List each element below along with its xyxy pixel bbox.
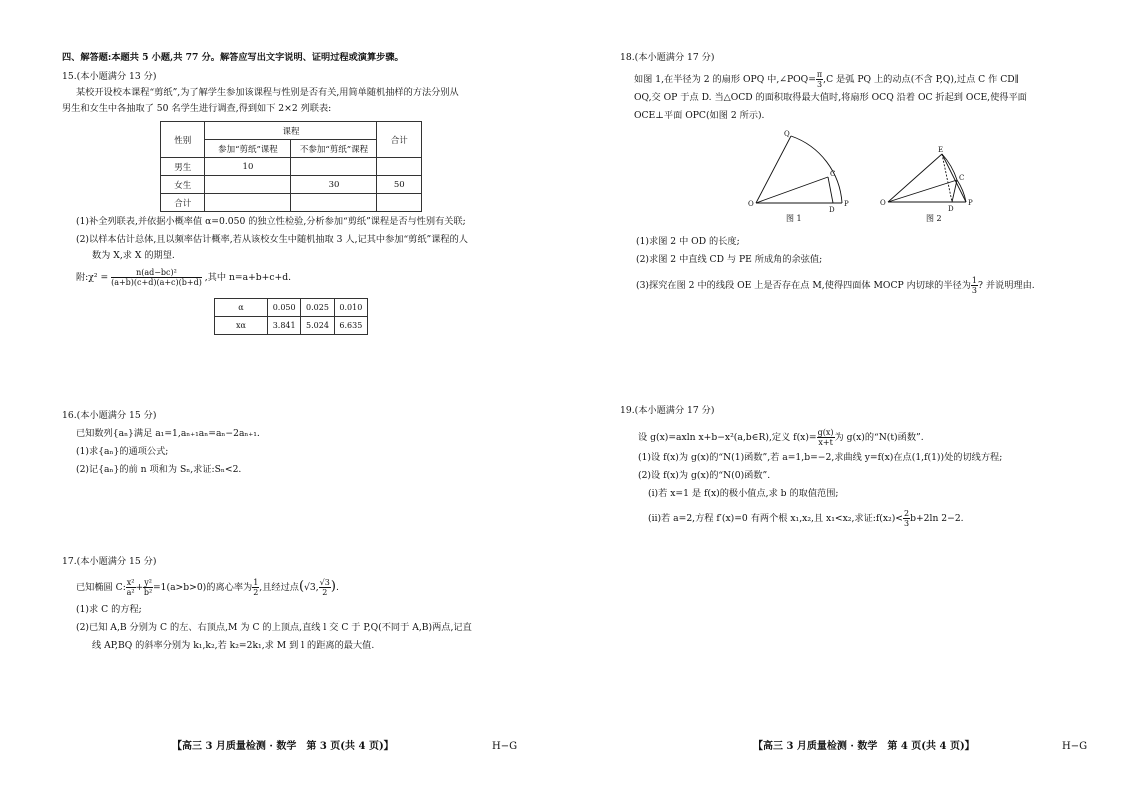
chi-square-fraction: $\frac{\text{n(ad−bc)²}}{(a+b)(c+d)(a+c)(b+d)}$: [111, 268, 202, 287]
fig2-label-C: C: [959, 174, 965, 182]
critical-value-table: [214, 298, 368, 335]
xalpha-label: xα: [215, 317, 268, 335]
chi-square-formula: 附:χ² = $\frac{\text{n(ad−bc)²}}{(a+b)(c+d)(a+c)(b+d)}$ ,其中 n=a+b+c+d.: [76, 268, 291, 287]
fig2-segment-OE: [888, 154, 942, 202]
th-notjoin: 不参加“剪纸”课程: [291, 140, 377, 158]
q17-sub-2b: 线 AP,BQ 的斜率分别为 k₁,k₂,若 k₂=2k₁,求 M 到 l 的距离的最大值.: [92, 640, 375, 651]
xalpha-0: 3.841: [268, 317, 301, 335]
q18-para-2: OQ,交 OP 于点 D. 当△OCD 的面积取得最大值时,将扇形 OCQ 沿着 OC 折起到 OCE,使得平面: [634, 92, 1027, 103]
row-female-total: 50: [377, 176, 422, 194]
row-male-label: 男生: [161, 158, 205, 176]
q19-title: 19.(本小题满分 17 分): [620, 405, 715, 416]
q17-para: 已知椭圆 C: $\frac{\text{x²}}{\text{a²}}$ + $\frac{\text{y²}}{\text{b²}}$ =1(a>b>0)的离心率为 $\frac{1}{2}$ ,且经过点(√3, $\frac{√3}{2}$ ).: [76, 578, 339, 597]
q19-sub-2i: (ⅰ)若 x=1 是 f(x)的极小值点,求 b 的取值范围;: [648, 488, 839, 499]
row-sum-notjoin: [291, 194, 377, 212]
th-join: 参加“剪纸”课程: [205, 140, 291, 158]
alpha-1: 0.025: [301, 299, 334, 317]
q18-para-3: OCE⊥平面 OPC(如图 2 所示).: [634, 110, 765, 121]
q15-para-2: 男生和女生中各抽取了 50 名学生进行调查,得到如下 2×2 列联表:: [62, 103, 332, 114]
fig2-segment-CD: [952, 180, 957, 202]
q17-sub-1: (1)求 C 的方程;: [76, 604, 142, 615]
q18-sub-1: (1)求图 2 中 OD 的长度;: [636, 236, 740, 247]
th-course: 课程: [205, 122, 377, 140]
q15-para-1: 某校开设校本课程“剪纸”,为了解学生参加该课程与性别是否有关,用简单随机抽样的方法分别从: [76, 87, 459, 98]
row-male-total: [377, 158, 422, 176]
q16-sub-1: (1)求{aₙ}的通项公式;: [76, 446, 169, 457]
fig1-segment-CD: [828, 177, 833, 203]
row-sum-join: [205, 194, 291, 212]
xalpha-1: 5.024: [301, 317, 334, 335]
page-3-code: H−G: [492, 741, 518, 752]
left-page: [0, 0, 565, 800]
fig2-label-O: O: [880, 199, 886, 207]
fig1-label-D: D: [829, 206, 835, 214]
fig1-label-Q: Q: [784, 130, 790, 138]
q19-sub-1: (1)设 f(x)为 g(x)的“N(1)函数”,若 a=1,b=−2,求曲线 y=f(x)在点(1,f(1))处的切线方程;: [638, 452, 1003, 463]
fig2-segment-ED: [942, 154, 952, 202]
th-total: 合计: [377, 122, 422, 158]
fig2-label-E: E: [938, 146, 944, 154]
row-female-join: [205, 176, 291, 194]
fig1-segment-OC: [756, 177, 828, 203]
fig2-segment-OC: [888, 180, 957, 202]
q17-sub-2a: (2)已知 A,B 分别为 C 的左、右顶点,M 为 C 的上顶点,直线 l 交 C 于 P,Q(不同于 A,B)两点,记直: [76, 622, 472, 633]
q18-sub-3: (3)探究在图 2 中的线段 OE 上是否存在点 M,使得四面体 MOCP 内切球的半径为 $\frac{1}{3}$ ? 并说明理由.: [636, 276, 1035, 295]
fig1-segment-OQ: [756, 136, 791, 203]
alpha-0: 0.050: [268, 299, 301, 317]
fig1-label-P: P: [844, 200, 849, 208]
fig2-label-P: P: [968, 199, 973, 207]
page-3-footer: 【高三 3 月质量检测 · 数学 第 3 页(共 4 页)】: [172, 741, 394, 752]
q18-title: 18.(本小题满分 17 分): [620, 52, 715, 63]
fig1-label-C: C: [830, 170, 836, 178]
fig1-caption: 图 1: [786, 214, 802, 223]
q15-sub-1: (1)补全列联表,并依据小概率值 α=0.050 的独立性检验,分析参加“剪纸”课程是否与性别有关联;: [76, 216, 466, 227]
page-4-code: H−G: [1062, 741, 1088, 752]
row-male-notjoin: [291, 158, 377, 176]
row-female-notjoin: 30: [291, 176, 377, 194]
q19-para: 设 g(x)=axln x+b−x²(a,b∈R),定义 f(x)= $\frac{g(x)}{x+t}$ 为 g(x)的“N(t)函数”.: [638, 428, 924, 447]
alpha-label: α: [215, 299, 268, 317]
page-4-footer: 【高三 3 月质量检测 · 数学 第 4 页(共 4 页)】: [753, 741, 975, 752]
q17-title: 17.(本小题满分 15 分): [62, 556, 157, 567]
q19-sub-2: (2)设 f(x)为 g(x)的“N(0)函数”.: [638, 470, 771, 481]
section-header: 四、解答题:本题共 5 小题,共 77 分。解答应写出文字说明、证明过程或演算步骤。: [62, 52, 404, 63]
q18-para-1: 如图 1,在半径为 2 的扇形 OPQ 中,∠POQ= $\frac{\pi}{3}$ ,C 是弧 PQ 上的动点(不含 P,Q),过点 C 作 CD∥: [634, 70, 1019, 89]
q15-sub-2a: (2)以样本估计总体,且以频率估计概率,若从该校女生中随机抽取 3 人,记其中参加“剪纸”课程的人: [76, 234, 468, 245]
q15-sub-2b: 数为 X,求 X 的期望.: [92, 250, 175, 261]
q16-sub-2: (2)记{aₙ}的前 n 项和为 Sₙ,求证:Sₙ<2.: [76, 464, 242, 475]
row-sum-total: [377, 194, 422, 212]
q19-sub-2ii: (ⅱ)若 a=2,方程 f′(x)=0 有两个根 x₁,x₂,且 x₁<x₂,求证:f(x₂)< $\frac{2}{3}$ b+2ln 2−2.: [648, 509, 964, 528]
alpha-2: 0.010: [334, 299, 367, 317]
row-sum-label: 合计: [161, 194, 205, 212]
q18-sub-2: (2)求图 2 中直线 CD 与 PE 所成角的余弦值;: [636, 254, 823, 265]
q15-title: 15.(本小题满分 13 分): [62, 71, 157, 82]
q16-title: 16.(本小题满分 15 分): [62, 410, 157, 421]
row-male-join: 10: [205, 158, 291, 176]
contingency-table: [160, 121, 422, 212]
th-gender: 性别: [161, 122, 205, 158]
xalpha-2: 6.635: [334, 317, 367, 335]
fig2-caption: 图 2: [926, 214, 942, 223]
fig2-label-D: D: [948, 205, 954, 213]
right-page: [566, 0, 1131, 800]
q16-para: 已知数列{aₙ}满足 a₁=1,aₙ₊₁aₙ=aₙ−2aₙ₊₁.: [76, 428, 260, 439]
row-female-label: 女生: [161, 176, 205, 194]
fig1-label-O: O: [748, 200, 754, 208]
